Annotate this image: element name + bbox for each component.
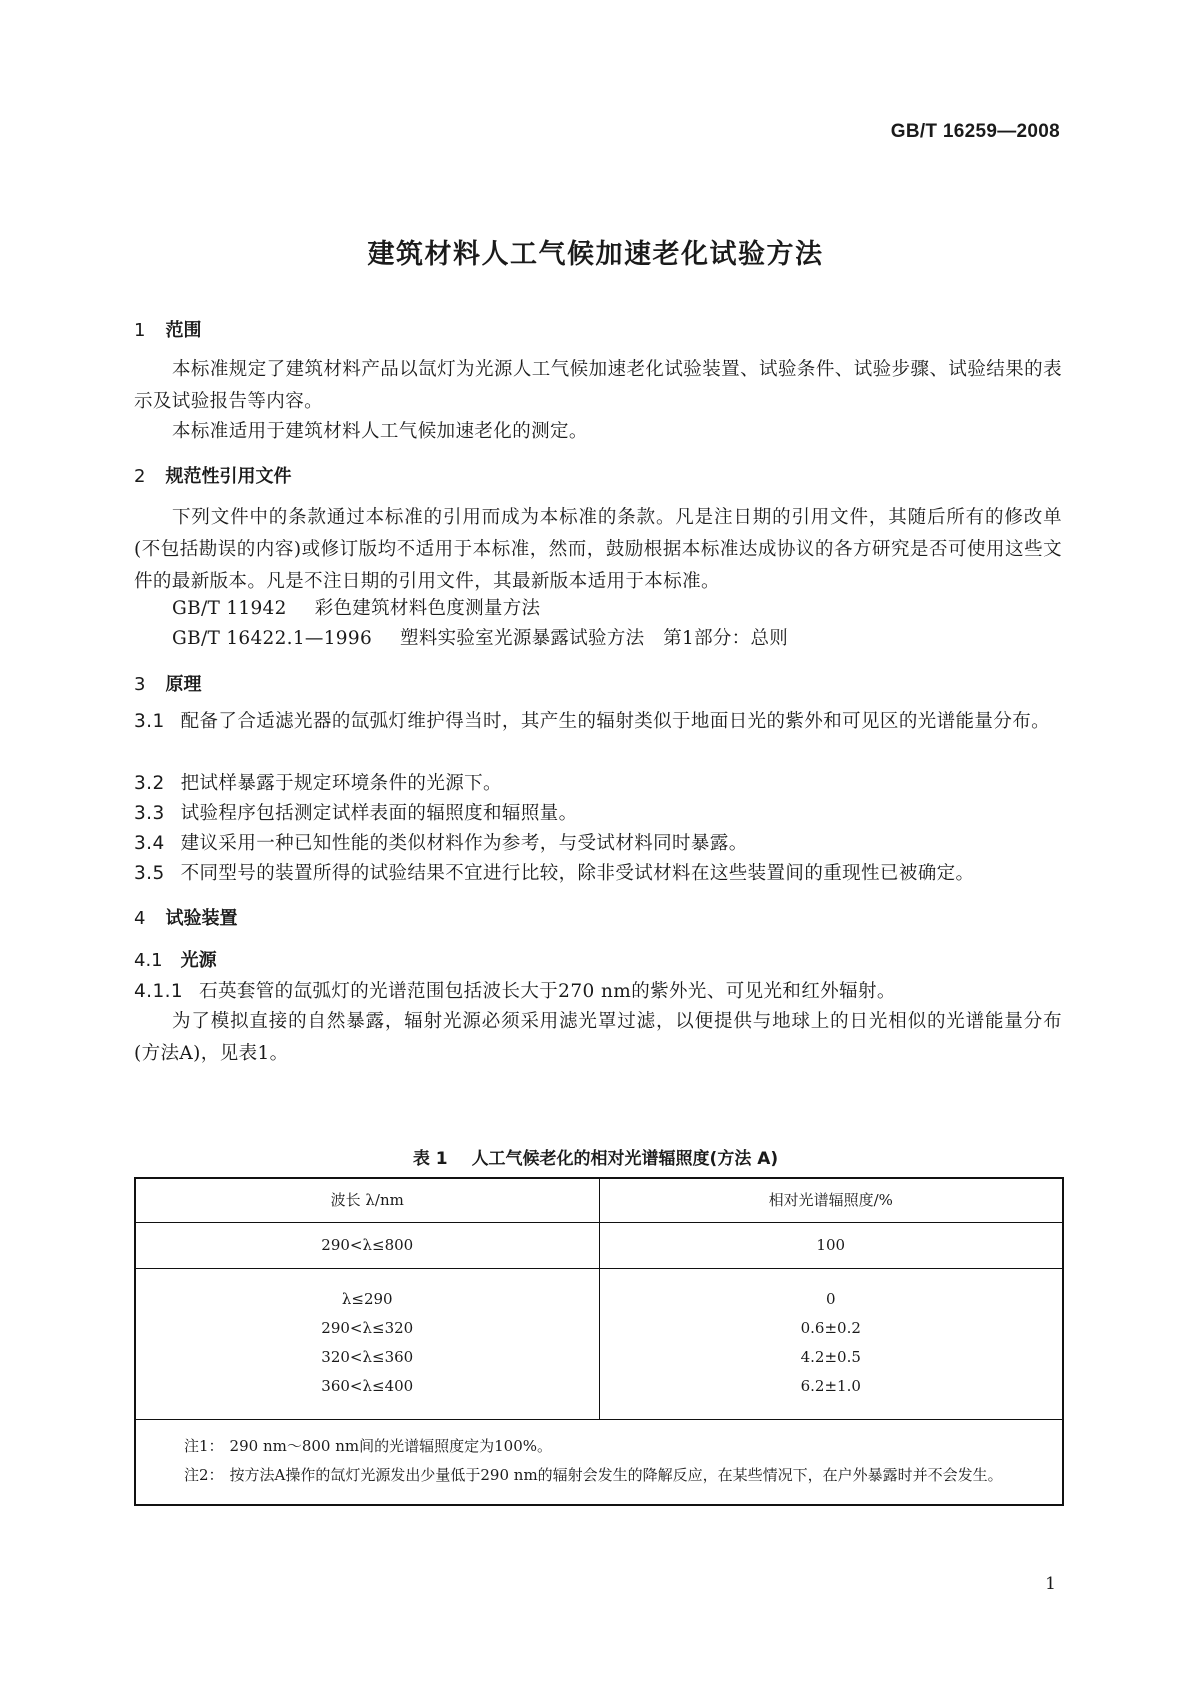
subsection-number: 4.1 xyxy=(134,950,163,971)
standard-number: GB/T 16259—2008 xyxy=(890,121,1060,142)
clause-number: 3.3 xyxy=(134,803,165,824)
note-text: 按方法A操作的氙灯光源发出少量低于290 nm的辐射会发生的降解反应，在某些情况下，在户外暴露时并不会发生。 xyxy=(229,1466,1003,1484)
spectral-irradiance-table xyxy=(134,1177,1064,1506)
wavelength-cell: 360<λ≤400 xyxy=(321,1377,414,1395)
page-number: 1 xyxy=(1045,1574,1056,1594)
irradiance-cell-group xyxy=(600,1269,1063,1419)
clause-number: 3.5 xyxy=(134,863,165,884)
table-row xyxy=(136,1223,1062,1269)
clause xyxy=(134,768,1062,800)
normative-reference xyxy=(172,624,788,650)
section-4-paragraph: 为了模拟直接的自然暴露，辐射光源必须采用滤光罩过滤，以便提供与地球上的日光相似的光谱能量分布(方法A)，见表1。 xyxy=(134,1011,1062,1064)
clause xyxy=(134,706,1062,738)
section-number: 2 xyxy=(134,466,146,487)
clause xyxy=(134,828,1062,860)
clause-number: 3.1 xyxy=(134,711,165,732)
note-label: 注2： xyxy=(184,1466,224,1484)
section-number: 1 xyxy=(134,320,146,341)
table-note xyxy=(184,1461,1062,1490)
clause xyxy=(134,798,1062,830)
table-title: 人工气候老化的相对光谱辐照度(方法 A) xyxy=(471,1149,779,1169)
clause xyxy=(134,858,1062,890)
note-text: 290 nm～800 nm间的光谱辐照度定为100%。 xyxy=(229,1437,552,1455)
wavelength-cell: 290<λ≤320 xyxy=(321,1319,414,1337)
table-caption xyxy=(0,1144,1191,1169)
table-note xyxy=(184,1432,1062,1461)
clause-text: 把试样暴露于规定环境条件的光源下。 xyxy=(180,773,502,794)
table-row-group xyxy=(136,1269,1062,1420)
table-number: 表 1 xyxy=(412,1149,448,1169)
wavelength-cell: 290<λ≤800 xyxy=(136,1223,600,1268)
irradiance-cell: 6.2±1.0 xyxy=(800,1377,861,1395)
irradiance-cell: 0 xyxy=(825,1290,836,1308)
section-title: 原理 xyxy=(165,674,202,695)
clause-text: 不同型号的装置所得的试验结果不宜进行比较，除非受试材料在这些装置间的重现性已被确定。 xyxy=(180,863,975,884)
document-title: 建筑材料人工气候加速老化试验方法 xyxy=(367,239,824,270)
reference-code: GB/T 11942 xyxy=(172,598,287,619)
column-header-irradiance: 相对光谱辐照度/% xyxy=(768,1191,893,1209)
subsection-title: 光源 xyxy=(180,950,217,971)
clause-number: 4.1.1 xyxy=(134,981,184,1002)
section-4-heading xyxy=(134,904,237,930)
subsection-4-1-heading xyxy=(134,946,217,972)
reference-code: GB/T 16422.1—1996 xyxy=(172,628,373,649)
wavelength-cell-group xyxy=(136,1269,600,1419)
section-1-paragraph: 本标准规定了建筑材料产品以氙灯为光源人工气候加速老化试验装置、试验条件、试验步骤、试验结果的表示及试验报告等内容。 xyxy=(134,359,1062,412)
wavelength-cell: 320<λ≤360 xyxy=(321,1348,414,1366)
section-title: 试验装置 xyxy=(165,908,238,929)
irradiance-cell: 4.2±0.5 xyxy=(800,1348,861,1366)
column-header-wavelength: 波长 λ/nm xyxy=(136,1179,600,1222)
section-number: 4 xyxy=(134,908,146,929)
reference-title: 塑料实验室光源暴露试验方法 第1部分：总则 xyxy=(400,628,789,649)
section-title: 范围 xyxy=(165,320,202,341)
section-3-heading xyxy=(134,670,201,696)
section-2-paragraph: 下列文件中的条款通过本标准的引用而成为本标准的条款。凡是注日期的引用文件，其随后所有的修改单(不包括勘误的内容)或修订版均不适用于本标准，然而，鼓励根据本标准达成协议的各方研究是否可使用这些文件的最新版本。凡是不注日期的引用文件，其最新版本适用于本标准。 xyxy=(134,507,1062,592)
irradiance-cell: 0.6±0.2 xyxy=(800,1319,861,1337)
note-label: 注1： xyxy=(184,1437,224,1455)
section-title: 规范性引用文件 xyxy=(165,466,292,487)
section-1-paragraph: 本标准适用于建筑材料人工气候加速老化的测定。 xyxy=(172,421,588,442)
table-notes xyxy=(136,1420,1062,1504)
clause-text: 试验程序包括测定试样表面的辐照度和辐照量。 xyxy=(180,803,578,824)
section-number: 3 xyxy=(134,674,146,695)
table-header-row xyxy=(136,1179,1062,1223)
section-1-heading xyxy=(134,316,201,342)
clause-text: 石英套管的氙弧灯的光谱范围包括波长大于270 nm的紫外光、可见光和红外辐射。 xyxy=(199,981,896,1002)
normative-reference xyxy=(172,594,540,620)
clause-number: 3.4 xyxy=(134,833,165,854)
clause-number: 3.2 xyxy=(134,773,165,794)
clause-text: 配备了合适滤光器的氙弧灯维护得当时，其产生的辐射类似于地面日光的紫外和可见区的光谱能量分布。 xyxy=(180,711,1051,732)
clause xyxy=(134,976,1062,1008)
section-2-heading xyxy=(134,462,291,488)
clause-text: 建议采用一种已知性能的类似材料作为参考，与受试材料同时暴露。 xyxy=(180,833,748,854)
wavelength-cell: λ≤290 xyxy=(341,1290,393,1308)
reference-title: 彩色建筑材料色度测量方法 xyxy=(314,598,541,619)
irradiance-cell: 100 xyxy=(816,1236,846,1254)
